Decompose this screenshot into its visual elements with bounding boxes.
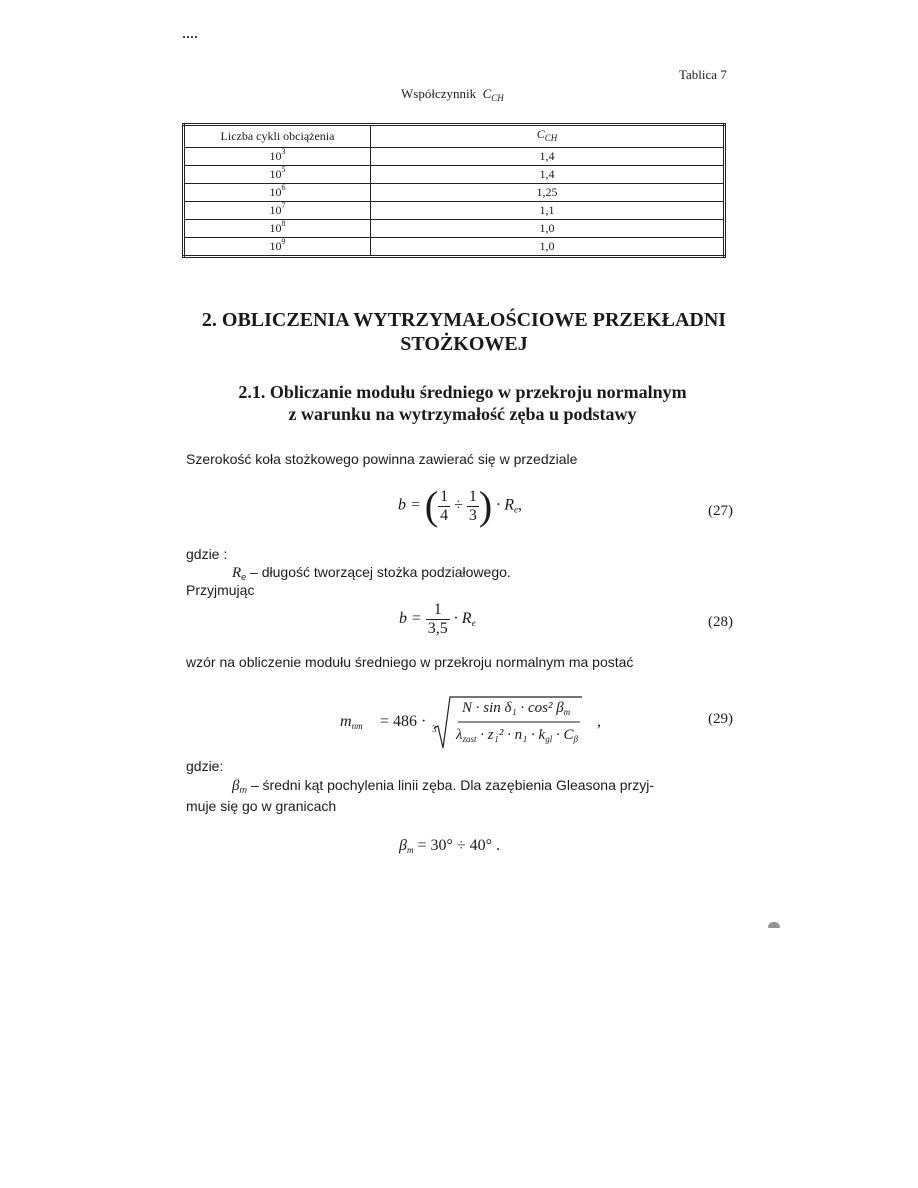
- cch-value-cell: 1,4: [371, 148, 725, 166]
- cycles-cell: $10^6$: [184, 184, 371, 202]
- root-index: 3: [432, 724, 437, 734]
- cch-value-cell: 1,25: [371, 184, 725, 202]
- cycles-cell: $10^8$: [184, 220, 371, 238]
- subsection-heading: 2.1. Obliczanie modułu średniego w przekroju normalnym z warunku na wytrzymałość zęba u podstawy: [238, 382, 687, 424]
- equation-number-29: (29): [708, 711, 733, 727]
- table-row: [184, 220, 725, 238]
- fraction-one-quarter: $\frac{1}{4}$: [440, 487, 449, 524]
- scan-speck: [183, 36, 197, 40]
- cch-value-cell: 1,4: [371, 166, 725, 184]
- scan-blot: [768, 922, 780, 928]
- gdzie-label-1: gdzie :: [186, 546, 228, 562]
- cycles-cell: $10^5$: [184, 166, 371, 184]
- cch-value-cell: 1,1: [371, 202, 725, 220]
- re-definition: $R_e$ – długość tworzącej stożka podziałowego.: [232, 564, 511, 582]
- cch-value-cell: 1,0: [371, 238, 725, 257]
- root-numerator: N · sin δ₁ · cos² $\beta_m$: [462, 700, 571, 717]
- table-row: [184, 184, 725, 202]
- table-caption: Współczynnik $C_{CH}$: [401, 86, 504, 103]
- header-load-cycles: Liczba cykli obciążenia: [184, 125, 371, 148]
- table-row: [184, 238, 725, 257]
- cycles-cell: $10^3$: [184, 148, 371, 166]
- table-row: [184, 202, 725, 220]
- section-heading: 2. OBLICZENIA WYTRZYMAŁOŚCIOWE PRZEKŁADNI STOŻKOWEJ: [201, 309, 727, 355]
- fraction-one-third: $\frac{1}{3}$: [468, 487, 477, 524]
- fraction-one-over-3-5: $\frac{1}{3,5}$: [427, 601, 448, 637]
- cycles-cell: $10^9$: [184, 238, 371, 257]
- equation-27: b = ( $\frac{1}{4}$ ÷ $\frac{1}{3}$ ) · $R_e$,: [398, 483, 523, 528]
- beta-definition: $\beta_m$ – średni kąt pochylenia linii zęba. Dla zazębienia Gleasona przyj-: [232, 777, 654, 795]
- equation-29: $m_{nm}$ = 486 · 3 N · sin δ₁ · cos² $\beta_m$ $\lambda_{zast} \cdot z_1^2 \cdot n_1 \cdot k_{gl} \cdot C_\beta$ ,: [340, 694, 640, 750]
- header-cch: $C_{CH}$: [371, 125, 725, 148]
- formula-intro: wzór na obliczenie modułu średniego w przekroju normalnym ma postać: [186, 654, 634, 670]
- cycles-cell: $10^7$: [184, 202, 371, 220]
- gdzie-label-2: gdzie:: [186, 758, 224, 774]
- przyjmujac-label: Przyjmując: [186, 582, 255, 598]
- table-header-row: [184, 125, 725, 148]
- beta-definition-cont: muje się go w granicach: [186, 798, 337, 814]
- cch-coefficient-table: [182, 123, 726, 258]
- table-number-label: Tablica 7: [679, 67, 727, 82]
- root-denominator: $\lambda_{zast} \cdot z_1^2 \cdot n_1 \cdot k_{gl} \cdot C_\beta$: [456, 727, 578, 744]
- table-row: [184, 148, 725, 166]
- equation-28: b = $\frac{1}{3,5}$ · $R_e$: [399, 601, 476, 637]
- equation-number-28: (28): [708, 614, 733, 630]
- beta-range-equation: $\beta_m = 30^\circ \div 40^\circ$ .: [399, 837, 501, 855]
- table-row: [184, 166, 725, 184]
- intro-paragraph: Szerokość koła stożkowego powinna zawierać się w przedziale: [186, 451, 578, 467]
- cch-value-cell: 1,0: [371, 220, 725, 238]
- equation-number-27: (27): [708, 503, 733, 519]
